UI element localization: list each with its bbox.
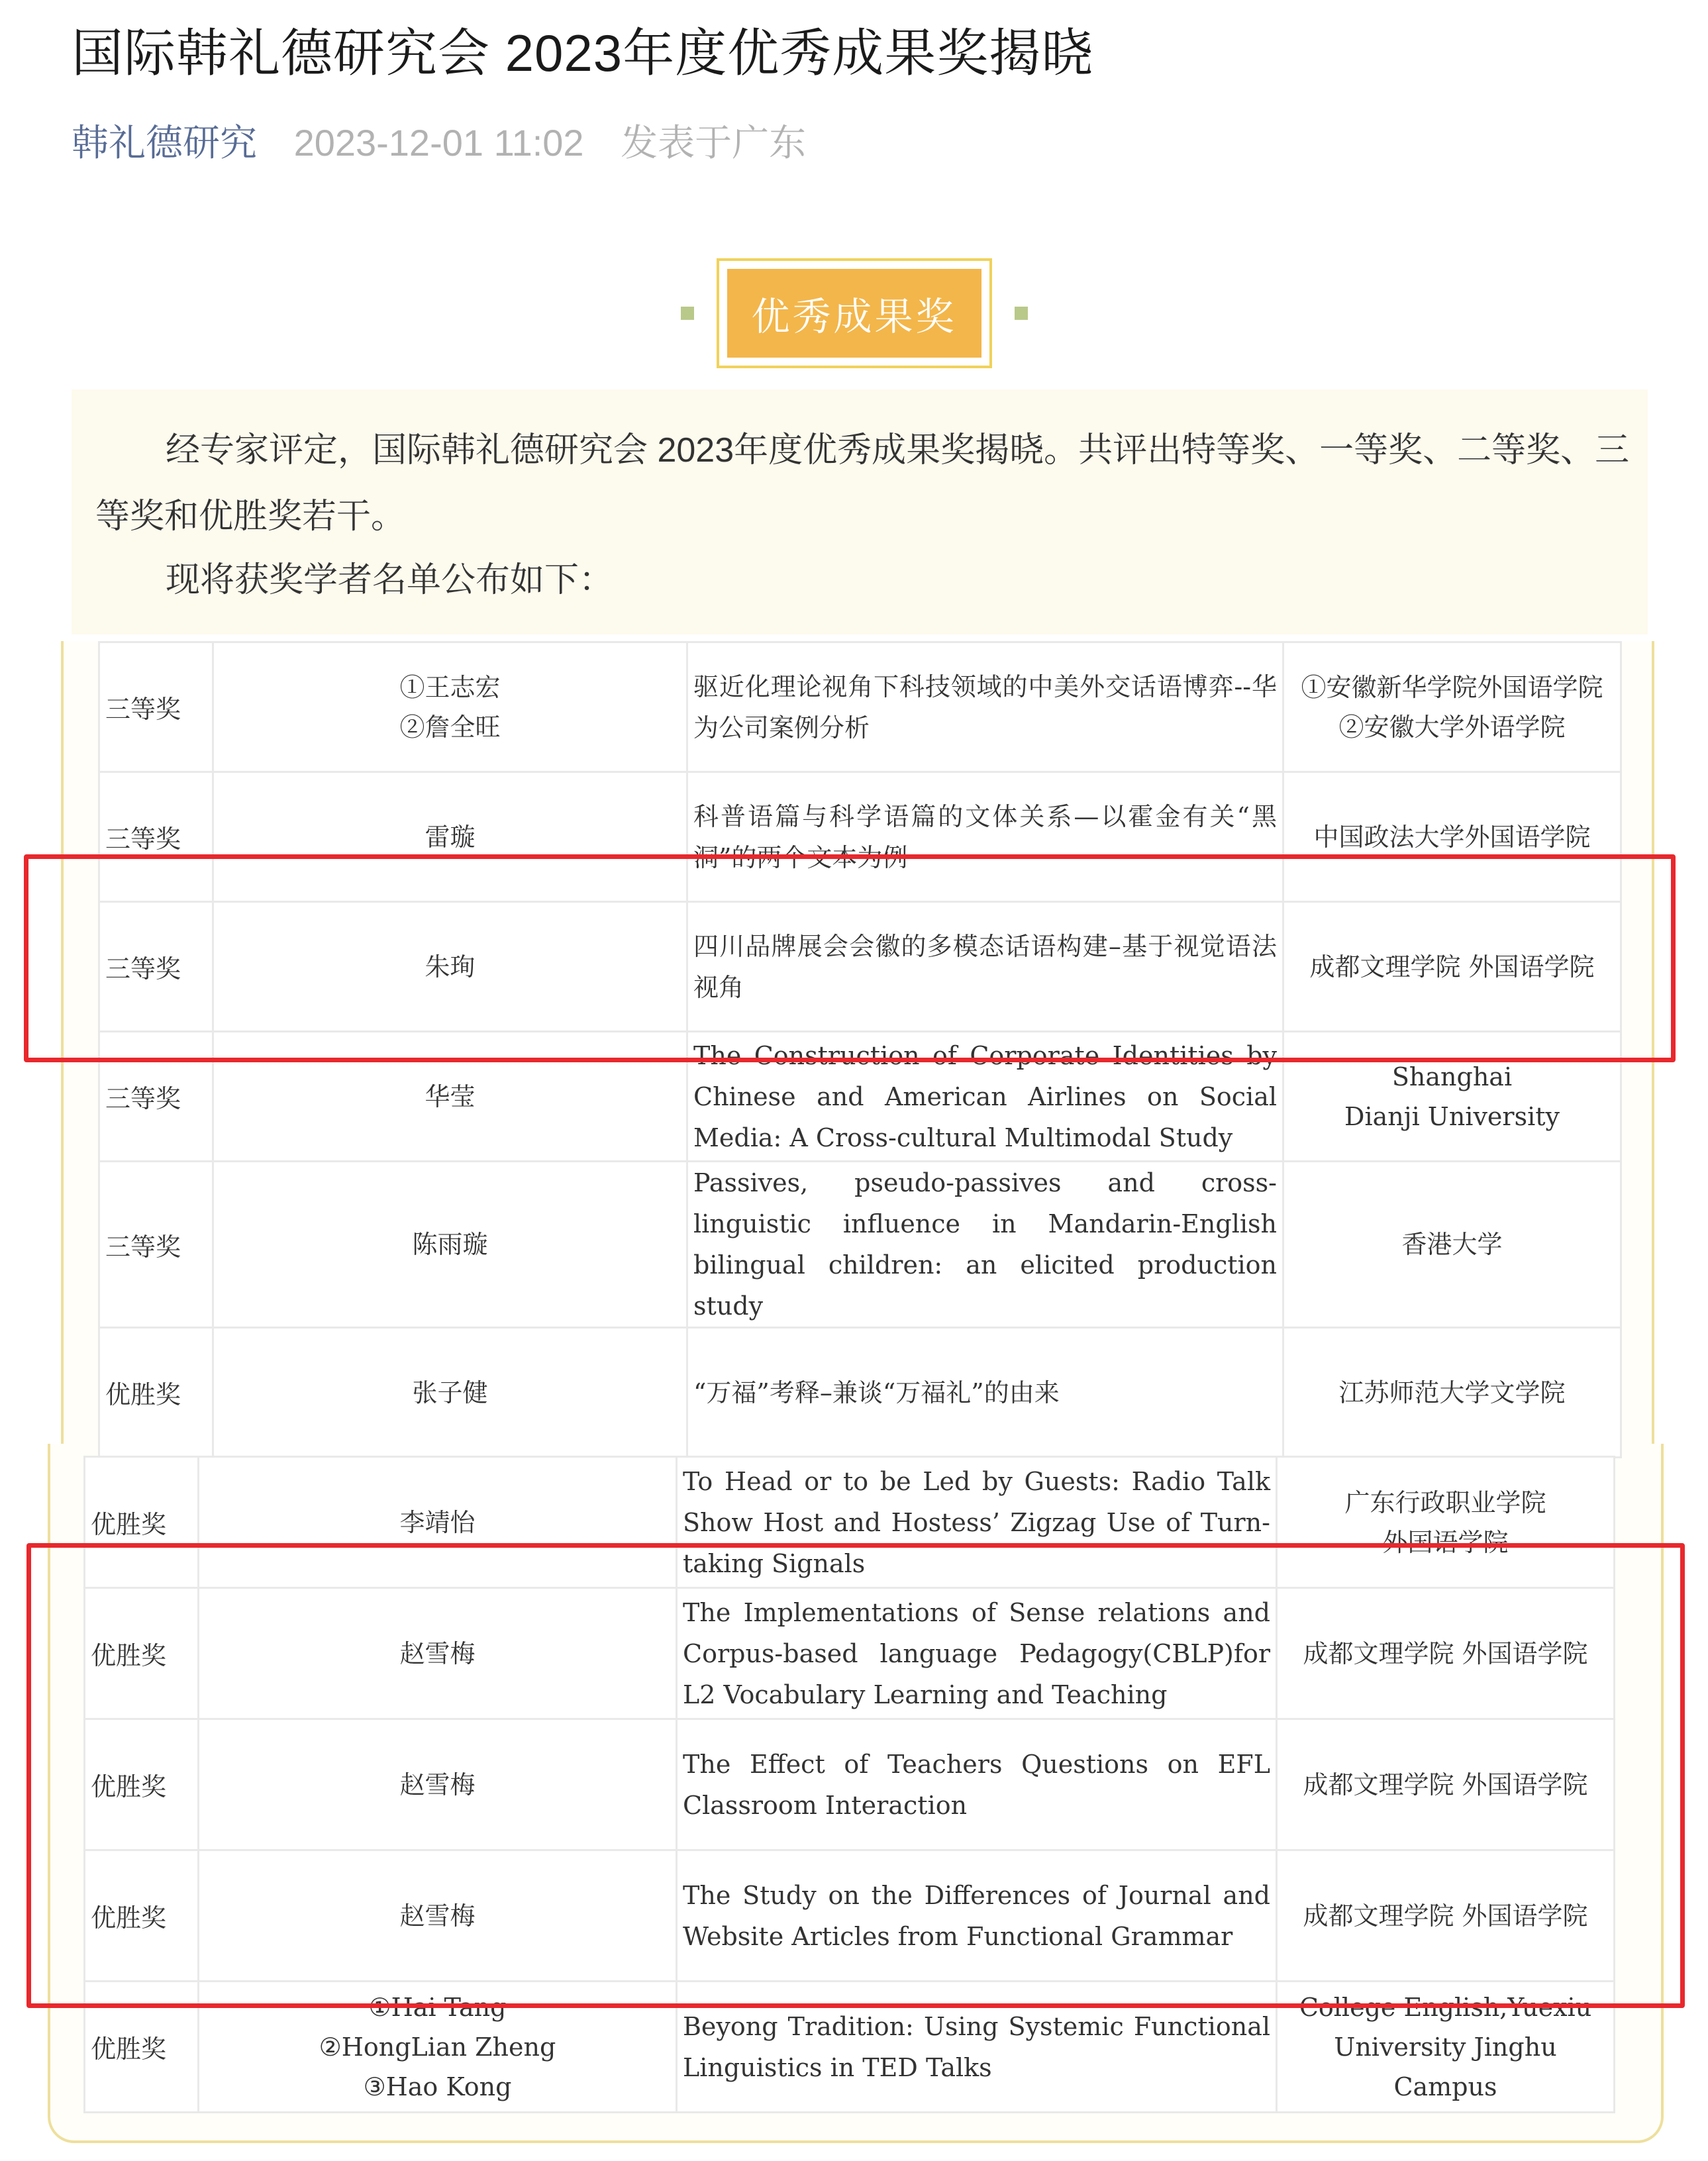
work-title: 驱近化理论视角下科技领域的中美外交话语博弈--华为公司案例分析 — [693, 672, 1277, 742]
intro-list-lead: 现将获奖学者名单公布如下： — [166, 561, 614, 599]
institution-cell — [1283, 1162, 1621, 1328]
institution-cell — [1283, 1032, 1621, 1162]
award-level: 优胜奖 — [105, 1380, 181, 1409]
badge-frame — [717, 258, 992, 368]
work-title: Beyong Tradition: Using Systemic Functional Linguistics in TED Talks — [683, 2011, 1270, 2082]
article-title: 国际韩礼德研究会 2023年度优秀成果奖揭晓 — [72, 24, 1094, 82]
table-row — [85, 1982, 1615, 2113]
winner-name: ②HongLian Zheng — [319, 2032, 556, 2062]
publish-datetime: 2023-12-01 11:02 — [293, 122, 584, 164]
award-level-cell — [85, 1850, 199, 1982]
work-title-cell — [677, 1850, 1277, 1982]
award-level-cell — [85, 1457, 199, 1588]
institution-name: Shanghai — [1391, 1062, 1513, 1091]
winner-names-cell — [199, 1588, 677, 1719]
winner-name: 朱珣 — [425, 952, 476, 981]
work-title: 科普语篇与科学语篇的文体关系—以霍金有关“黑洞”的两个文本为例 — [693, 801, 1277, 872]
winner-names-cell — [213, 1032, 687, 1162]
intro-paragraph: 经专家评定，国际韩礼德研究会 2023年度优秀成果奖揭晓。共评出特等奖、一等奖、二等奖、三等奖和优胜奖若干。 — [95, 431, 1630, 536]
table-row — [85, 1588, 1615, 1719]
institution-cell — [1277, 1457, 1615, 1588]
decor-square-right — [1015, 307, 1028, 320]
winner-name: ③Hao Kong — [363, 2072, 512, 2101]
article-meta — [72, 114, 832, 167]
work-title: The Effect of Teachers Questions on EFL Classroom Interaction — [683, 1749, 1270, 1820]
winner-name: ①Hai Tang — [368, 1992, 507, 2022]
winner-names-cell — [199, 1457, 677, 1588]
work-title-cell — [687, 1328, 1283, 1458]
winner-name: 陈雨璇 — [412, 1230, 488, 1259]
table-row — [99, 902, 1621, 1032]
work-title: The Study on the Differences of Journal and Website Articles from Functional Grammar — [683, 1880, 1270, 1951]
work-title-cell — [677, 1457, 1277, 1588]
institution-name: 江苏师范大学文学院 — [1338, 1378, 1566, 1407]
winner-names-cell — [213, 1328, 687, 1458]
work-title-cell — [687, 772, 1283, 902]
winner-name: 华莹 — [425, 1081, 476, 1111]
winner-name: ②詹全旺 — [399, 712, 501, 742]
winner-name: 张子健 — [412, 1378, 488, 1407]
award-level-cell — [99, 1032, 213, 1162]
award-level: 优胜奖 — [91, 1772, 167, 1801]
institution-cell — [1283, 902, 1621, 1032]
winner-name: 赵雪梅 — [399, 1638, 476, 1668]
winner-names-cell — [213, 642, 687, 772]
publish-location: 发表于广东 — [621, 122, 807, 164]
work-title: The Implementations of Sense relations and Corpus-based language Pedagogy(CBLP)for L2 Vocabulary Learning and Teaching — [683, 1597, 1270, 1709]
winner-name: 赵雪梅 — [399, 1770, 476, 1799]
work-title-cell — [687, 1032, 1283, 1162]
institution-cell — [1277, 1850, 1615, 1982]
award-level-cell — [99, 1162, 213, 1328]
table-row — [99, 1162, 1621, 1328]
work-title-cell — [687, 642, 1283, 772]
work-title: 四川品牌展会会徽的多模态话语构建–基于视觉语法视角 — [693, 931, 1277, 1002]
winner-names-cell — [213, 772, 687, 902]
institution-name: 中国政法大学外国语学院 — [1313, 822, 1591, 852]
institution-name: 外国语学院 — [1382, 1527, 1509, 1557]
institution-name: University Jinghu Campus — [1334, 2032, 1557, 2101]
award-level-cell — [85, 1719, 199, 1850]
institution-cell — [1277, 1588, 1615, 1719]
table-row — [99, 772, 1621, 902]
table-row — [99, 1328, 1621, 1458]
work-title: “万福”考释–兼谈“万福礼”的由来 — [693, 1378, 1060, 1407]
award-level-cell — [85, 1982, 199, 2113]
institution-name: 成都文理学院 外国语学院 — [1309, 952, 1595, 981]
award-level-cell — [99, 902, 213, 1032]
institution-cell — [1277, 1719, 1615, 1850]
award-level: 三等奖 — [105, 695, 181, 724]
institution-name: 成都文理学院 外国语学院 — [1303, 1770, 1588, 1799]
institution-cell — [1283, 1328, 1621, 1458]
winner-names-cell — [213, 902, 687, 1032]
award-level: 三等奖 — [105, 1084, 181, 1113]
awards-table-1 — [98, 641, 1622, 1458]
award-level-cell — [99, 772, 213, 902]
winner-name: 李靖怡 — [399, 1507, 476, 1537]
award-level: 优胜奖 — [91, 1641, 167, 1670]
award-level-cell — [85, 1588, 199, 1719]
winner-names-cell — [199, 1850, 677, 1982]
institution-name: 广东行政职业学院 — [1344, 1487, 1546, 1517]
award-level-cell — [99, 642, 213, 772]
institution-cell — [1277, 1982, 1615, 2113]
institution-cell — [1283, 642, 1621, 772]
table-row — [85, 1457, 1615, 1588]
award-level: 三等奖 — [105, 954, 181, 983]
award-level-cell — [99, 1328, 213, 1458]
institution-name: ②安徽大学外语学院 — [1338, 712, 1566, 742]
work-title-cell — [687, 902, 1283, 1032]
decor-square-left — [681, 307, 694, 320]
institution-cell — [1283, 772, 1621, 902]
award-level: 优胜奖 — [91, 2035, 167, 2064]
institution-name: 成都文理学院 外国语学院 — [1303, 1638, 1588, 1668]
work-title-cell — [677, 1719, 1277, 1850]
work-title-cell — [687, 1162, 1283, 1328]
winner-names-cell — [199, 1719, 677, 1850]
section-badge: 优秀成果奖 — [727, 269, 981, 358]
winner-names-cell — [199, 1982, 677, 2113]
award-level: 优胜奖 — [91, 1510, 167, 1539]
award-level: 三等奖 — [105, 1232, 181, 1262]
author-link[interactable]: 韩礼德研究 — [72, 122, 257, 164]
award-level: 三等奖 — [105, 825, 181, 854]
work-title: The Construction of Corporate Identities by Chinese and American Airlines on Social Media: A Cross-cultural Multimodal Study — [693, 1040, 1277, 1152]
work-title-cell — [677, 1588, 1277, 1719]
section-header — [0, 257, 1708, 370]
winner-name: 赵雪梅 — [399, 1901, 476, 1931]
table-row — [99, 642, 1621, 772]
table-row — [85, 1850, 1615, 1982]
work-title: Passives, pseudo-passives and cross-linguistic influence in Mandarin-English bilingual children: an elicited production study — [693, 1168, 1277, 1321]
institution-name: 香港大学 — [1401, 1230, 1503, 1259]
winner-name: 雷璇 — [425, 822, 476, 852]
winner-names-cell — [213, 1162, 687, 1328]
work-title-cell — [677, 1982, 1277, 2113]
award-level: 优胜奖 — [91, 1903, 167, 1933]
awards-table-2 — [83, 1456, 1615, 2113]
intro-box — [72, 389, 1648, 634]
table-row — [85, 1719, 1615, 1850]
winner-name: ①王志宏 — [399, 672, 501, 702]
table-row — [99, 1032, 1621, 1162]
institution-name: College English,Yuexiu — [1299, 1992, 1592, 2022]
institution-name: 成都文理学院 外国语学院 — [1303, 1901, 1588, 1931]
institution-name: ①安徽新华学院外国语学院 — [1301, 672, 1603, 702]
institution-name: Dianji University — [1344, 1101, 1560, 1131]
work-title: To Head or to be Led by Guests: Radio Talk Show Host and Hostess’ Zigzag Use of Turn-taking Signals — [683, 1466, 1270, 1578]
